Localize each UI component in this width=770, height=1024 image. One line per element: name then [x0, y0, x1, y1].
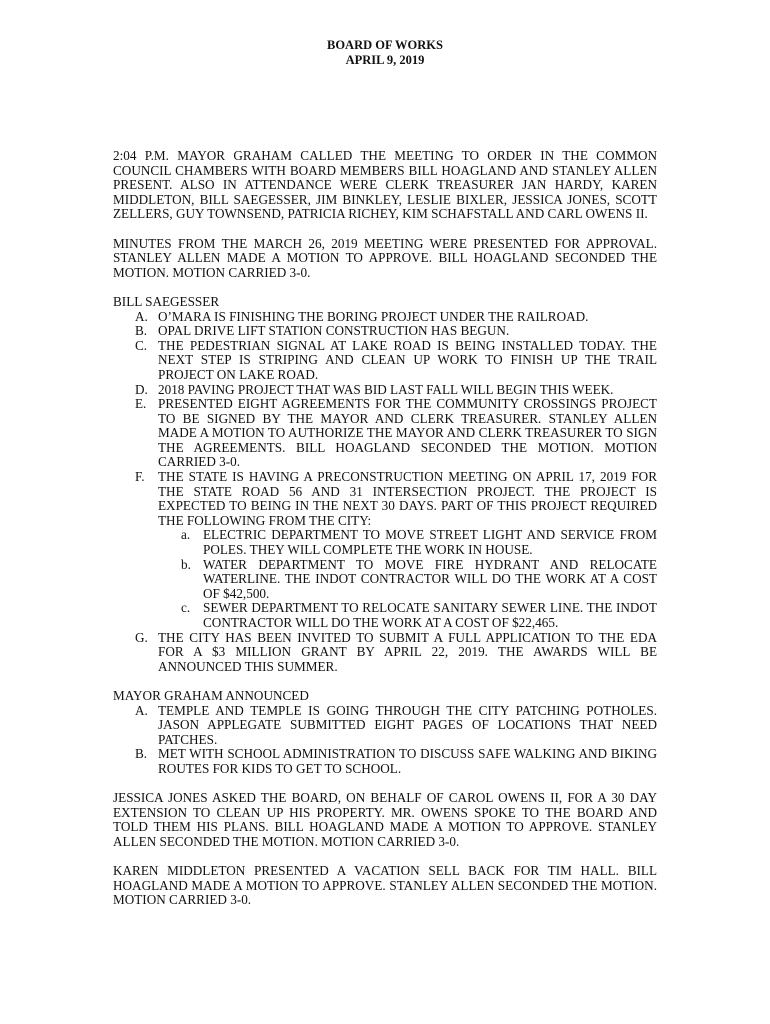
item-text: PRESENTED EIGHT AGREEMENTS FOR THE COMMUNITY CROSSINGS PROJECT TO BE SIGNED BY THE MAYOR AND CLERK TREASURER. STANLEY ALLEN MADE A MOTION TO AUTHORIZE THE MAYOR AND CLERK TREASURER TO SIGN THE AGREEMENTS. BILL HOAGLAND SECONDED THE MOTION. MOTION CARRIED 3-0.: [158, 396, 657, 470]
karen-middleton-paragraph: KAREN MIDDLETON PRESENTED A VACATION SELL BACK FOR TIM HALL. BILL HOAGLAND MADE A MOTION TO APPROVE. STANLEY ALLEN SECONDED THE MOTION. MOTION CARRIED 3-0.: [113, 863, 657, 908]
sub-list-item: [158, 558, 657, 602]
item-marker: F.: [135, 469, 145, 485]
minutes-paragraph: MINUTES FROM THE MARCH 26, 2019 MEETING WERE PRESENTED FOR APPROVAL. STANLEY ALLEN MADE A MOTION TO APPROVE. BILL HOAGLAND SECONDED THE MOTION. MOTION CARRIED 3-0.: [113, 235, 657, 280]
sub-list: [158, 528, 657, 630]
sub-list-item: [158, 601, 657, 630]
list-item: [113, 324, 657, 339]
sub-item-text: ELECTRIC DEPARTMENT TO MOVE STREET LIGHT AND SERVICE FROM POLES. THEY WILL COMPLETE THE WORK IN HOUSE.: [203, 527, 657, 558]
item-marker: C.: [135, 337, 148, 353]
list-item: [113, 339, 657, 383]
item-marker: B.: [135, 323, 148, 339]
list-item: [113, 383, 657, 398]
mayor-heading: MAYOR GRAHAM ANNOUNCED: [113, 687, 309, 703]
sub-item-marker: a.: [181, 527, 191, 543]
mayor-list: [113, 704, 657, 777]
saegesser-heading: BILL SAEGESSER: [113, 293, 220, 309]
item-text: OPAL DRIVE LIFT STATION CONSTRUCTION HAS BEGUN.: [158, 323, 510, 339]
sub-item-marker: b.: [181, 556, 191, 572]
list-item: [113, 470, 657, 631]
list-item: [113, 397, 657, 470]
item-marker: D.: [135, 381, 148, 397]
item-text: THE CITY HAS BEEN INVITED TO SUBMIT A FULL APPLICATION TO THE EDA FOR A $3 MILLION GRANT BY APRIL 22, 2019. THE AWARDS WILL BE ANNOUNCED THIS SUMMER.: [158, 629, 657, 674]
list-item: [113, 704, 657, 748]
sub-item-text: SEWER DEPARTMENT TO RELOCATE SANITARY SEWER LINE. THE INDOT CONTRACTOR WILL DO THE WORK AT A COST OF $22,465.: [203, 600, 657, 630]
item-marker: E.: [135, 396, 147, 412]
sub-item-text: WATER DEPARTMENT TO MOVE FIRE HYDRANT AND RELOCATE WATERLINE. THE INDOT CONTRACTOR WILL DO THE WORK AT A COST OF $42,500.: [203, 556, 657, 601]
sub-item-marker: c.: [181, 600, 191, 616]
item-text: THE PEDESTRIAN SIGNAL AT LAKE ROAD IS BEING INSTALLED TODAY. THE NEXT STEP IS STRIPING AND CLEAN UP WORK TO FINISH UP THE TRAIL PROJECT ON LAKE ROAD.: [158, 337, 657, 382]
sub-list-item: [158, 528, 657, 557]
list-item: [113, 310, 657, 325]
item-marker: G.: [135, 629, 148, 645]
item-text: THE STATE IS HAVING A PRECONSTRUCTION MEETING ON APRIL 17, 2019 FOR THE STATE ROAD 56 AND 31 INTERSECTION PROJECT. THE PROJECT IS EXPECTED TO BEING IN THE NEXT 30 DAYS. PART OF THIS PROJECT REQUIRED THE FOLLOWING FROM THE CITY:: [158, 469, 657, 528]
document-date: APRIL 9, 2019: [345, 52, 425, 67]
opening-paragraph: 2:04 P.M. MAYOR GRAHAM CALLED THE MEETING TO ORDER IN THE COMMON COUNCIL CHAMBERS WITH BOARD MEMBERS BILL HOAGLAND AND STANLEY ALLEN PRESENT. ALSO IN ATTENDANCE WERE CLERK TREASURER JAN HARDY, KAREN MIDDLETON, BILL SAEGESSER, JIM BINKLEY, LESLIE BIXLER, JESSICA JONES, SCOTT ZELLERS, GUY TOWNSEND, PATRICIA RICHEY, KIM SCHAFSTALL AND CARL OWENS II.: [113, 148, 657, 222]
saegesser-list: [113, 310, 657, 675]
item-marker: A.: [135, 702, 148, 718]
item-marker: B.: [135, 746, 148, 762]
item-text: MET WITH SCHOOL ADMINISTRATION TO DISCUSS SAFE WALKING AND BIKING ROUTES FOR KIDS TO GET TO SCHOOL.: [158, 746, 657, 776]
item-text: 2018 PAVING PROJECT THAT WAS BID LAST FALL WILL BEGIN THIS WEEK.: [158, 381, 614, 397]
list-item: [113, 631, 657, 675]
item-text: TEMPLE AND TEMPLE IS GOING THROUGH THE CITY PATCHING POTHOLES. JASON APPLEGATE SUBMITTED EIGHT PAGES OF LOCATIONS THAT NEED PATCHES.: [158, 702, 657, 747]
item-marker: A.: [135, 308, 148, 324]
title-spacer: [113, 67, 657, 149]
jessica-jones-paragraph: JESSICA JONES ASKED THE BOARD, ON BEHALF OF CAROL OWENS II, FOR A 30 DAY EXTENSION TO CLEAN UP HIS PROPERTY. MR. OWENS SPOKE TO THE BOARD AND TOLD THEM HIS PLANS. BILL HOAGLAND MADE A MOTION TO APPROVE. STANLEY ALLEN SECONDED THE MOTION. MOTION CARRIED 3-0.: [113, 790, 657, 849]
item-text: O’MARA IS FINISHING THE BORING PROJECT UNDER THE RAILROAD.: [158, 308, 589, 324]
list-item: [113, 747, 657, 776]
document-title: BOARD OF WORKS: [327, 38, 443, 52]
